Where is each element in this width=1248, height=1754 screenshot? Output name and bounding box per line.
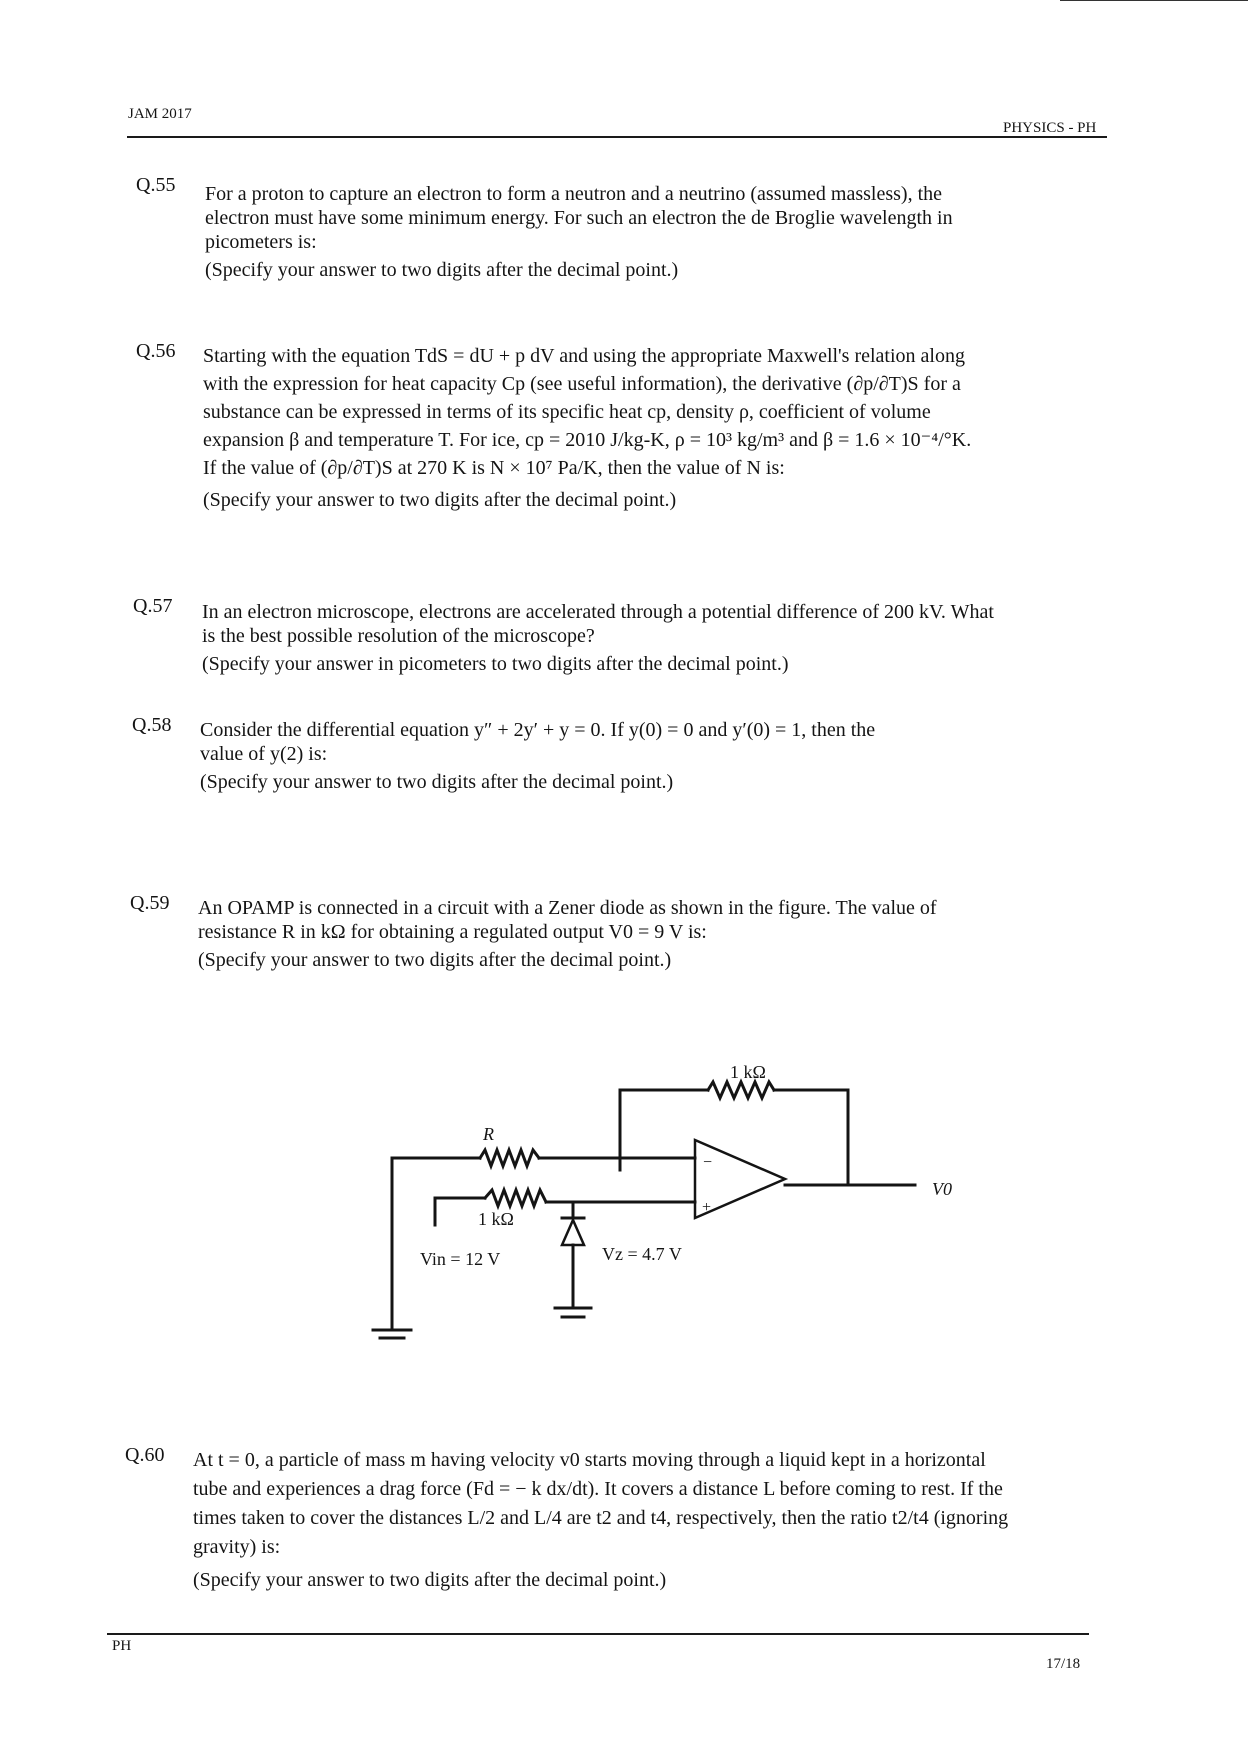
zener-diode-symbol bbox=[562, 1220, 584, 1245]
q58-line-1: Consider the differential equation y″ + 2y′ + y = 0. If y(0) = 0 and y′(0) = 1, then the bbox=[200, 719, 876, 741]
q56-line-4: expansion β and temperature T. For ice, cp = 2010 J/kg-K, ρ = 10³ kg/m³ and β = 1.6 × 10⁻⁴/°K. bbox=[203, 429, 972, 451]
feedback-wire-left bbox=[620, 1090, 708, 1132]
q55-line-1: For a proton to capture an electron to form a neutron and a neutrino (assumed massless), the bbox=[205, 183, 943, 205]
question-55 bbox=[205, 182, 1085, 282]
input-resistor-r bbox=[480, 1150, 539, 1166]
q60-line-1: At t = 0, a particle of mass m having velocity v0 starts moving through a liquid kept in a horizontal bbox=[193, 1449, 986, 1471]
q60-line-2: tube and experiences a drag force (Fd = − k dx/dt). It covers a distance L before coming to rest. If the bbox=[193, 1478, 1003, 1500]
question-58 bbox=[200, 718, 1080, 794]
question-number-58: Q.58 bbox=[132, 714, 172, 736]
question-57 bbox=[202, 600, 1102, 676]
header-rule bbox=[127, 136, 1107, 138]
input-resistor-label: R bbox=[483, 1124, 494, 1144]
input-wire-right bbox=[539, 1132, 620, 1170]
feedback-resistor-label: 1 kΩ bbox=[730, 1062, 766, 1082]
q57-instruction: (Specify your answer in picometers to two digits after the decimal point.) bbox=[202, 653, 789, 675]
q55-instruction: (Specify your answer to two digits after the decimal point.) bbox=[205, 259, 679, 281]
zener-series-resistor bbox=[485, 1190, 546, 1206]
opamp-plus-sign: + bbox=[702, 1199, 712, 1216]
q60-instruction: (Specify your answer to two digits after the decimal point.) bbox=[193, 1569, 667, 1591]
question-number-56: Q.56 bbox=[136, 340, 176, 362]
q59-line-2: resistance R in kΩ for obtaining a regulated output V0 = 9 V is: bbox=[198, 921, 707, 943]
q55-line-2: electron must have some minimum energy. For such an electron the de Broglie wavelength in bbox=[205, 207, 953, 229]
q56-line-1: Starting with the equation TdS = dU + p dV and using the appropriate Maxwell's relation along bbox=[203, 345, 965, 367]
feedback-resistor bbox=[708, 1082, 774, 1098]
q56-instruction: (Specify your answer to two digits after the decimal point.) bbox=[203, 489, 677, 511]
q60-line-4: gravity) is: bbox=[193, 1536, 281, 1558]
question-56 bbox=[203, 342, 1093, 514]
opamp-zener-circuit-diagram bbox=[340, 1040, 960, 1340]
q59-line-1: An OPAMP is connected in a circuit with a Zener diode as shown in the figure. The value of bbox=[198, 897, 937, 919]
question-number-60: Q.60 bbox=[125, 1444, 165, 1466]
footer-rule bbox=[107, 1633, 1089, 1635]
q57-line-2: is the best possible resolution of the microscope? bbox=[202, 625, 595, 647]
opamp-minus-sign: − bbox=[703, 1154, 713, 1171]
question-59 bbox=[198, 896, 1078, 972]
q56-line-3: substance can be expressed in terms of its specific heat cp, density ρ, coefficient of volume bbox=[203, 401, 931, 423]
footer-page-number: 17/18 bbox=[1046, 1656, 1081, 1672]
top-corner-rule bbox=[1060, 0, 1248, 1]
q58-line-2: value of y(2) is: bbox=[200, 743, 328, 765]
footer-paper-code: PH bbox=[112, 1638, 132, 1654]
question-number-57: Q.57 bbox=[133, 595, 173, 617]
q56-line-2: with the expression for heat capacity Cp (see useful information), the derivative (∂p/∂T)S for a bbox=[203, 373, 961, 395]
q57-line-1: In an electron microscope, electrons are accelerated through a potential difference of 200 kV. What bbox=[202, 601, 994, 623]
feedback-wire-right bbox=[774, 1090, 848, 1185]
question-number-59: Q.59 bbox=[130, 892, 170, 914]
q56-line-5: If the value of (∂p/∂T)S at 270 K is N × 10⁷ Pa/K, then the value of N is: bbox=[203, 457, 785, 479]
header-subject: PHYSICS - PH bbox=[1003, 120, 1097, 136]
q58-instruction: (Specify your answer to two digits after the decimal point.) bbox=[200, 771, 674, 793]
question-60 bbox=[193, 1446, 1083, 1595]
vin-label: Vin = 12 V bbox=[420, 1249, 501, 1269]
output-label: V0 bbox=[932, 1179, 952, 1199]
zener-resistor-label: 1 kΩ bbox=[478, 1209, 514, 1229]
question-number-55: Q.55 bbox=[136, 174, 176, 196]
q59-instruction: (Specify your answer to two digits after the decimal point.) bbox=[198, 949, 672, 971]
vz-label: Vz = 4.7 V bbox=[602, 1244, 682, 1264]
header-exam-name: JAM 2017 bbox=[128, 106, 192, 122]
q60-line-3: times taken to cover the distances L/2 and L/4 are t2 and t4, respectively, then the ratio t2/t4 (ignoring bbox=[193, 1507, 1009, 1529]
input-wire-left bbox=[392, 1158, 480, 1330]
q55-line-3: picometers is: bbox=[205, 231, 317, 253]
